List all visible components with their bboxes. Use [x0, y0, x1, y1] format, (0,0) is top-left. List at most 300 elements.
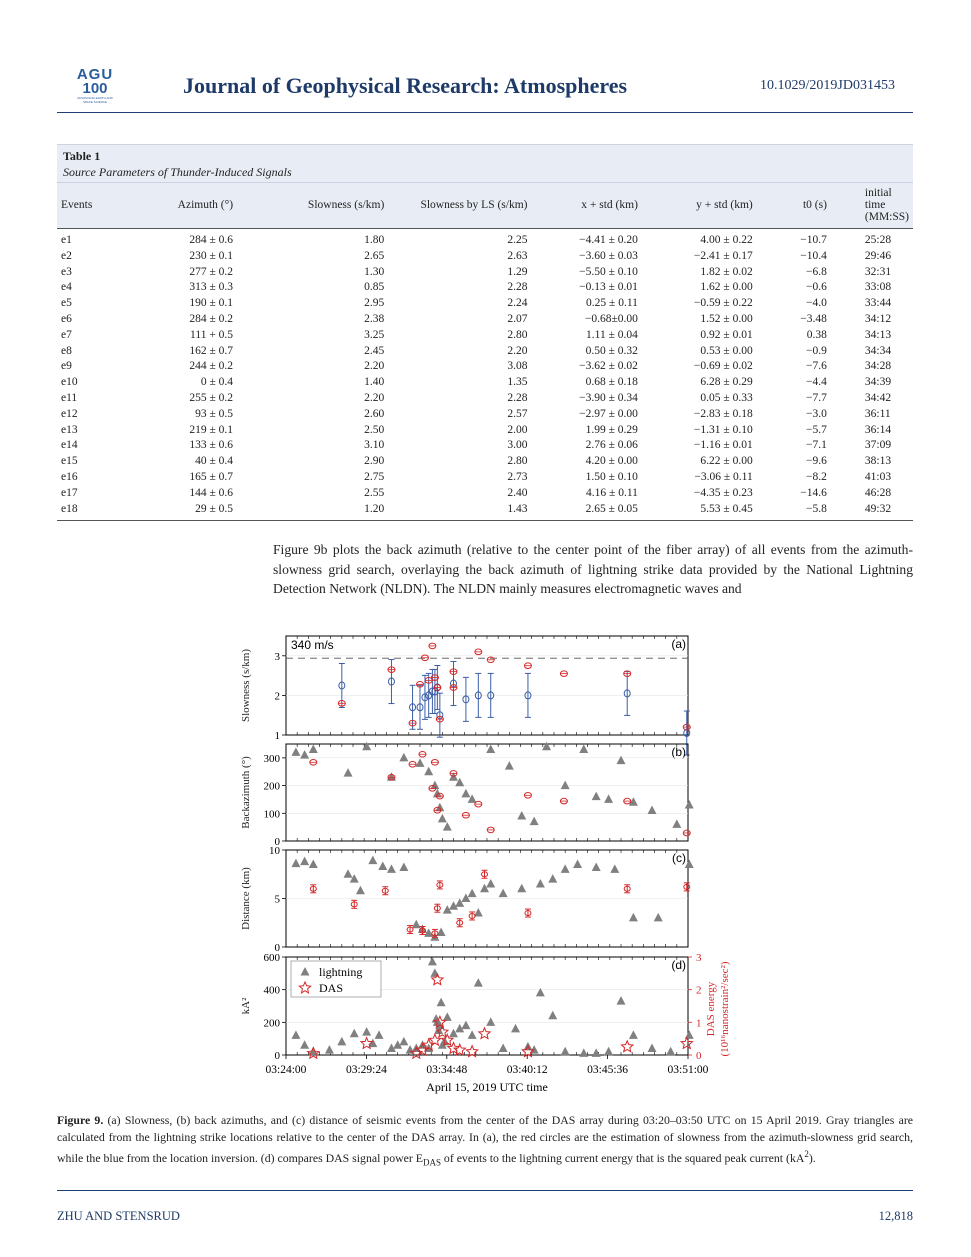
lightning-point: [648, 806, 657, 815]
table-cell: 1.62 ± 0.00: [700, 281, 753, 294]
table-row: [57, 423, 913, 439]
figure-9: [225, 630, 745, 1100]
table-row: [57, 486, 913, 502]
lightning-point: [430, 781, 439, 790]
table-cell: −3.0: [806, 407, 827, 420]
lightning-point: [536, 988, 545, 997]
x-tick-label: 03:51:00: [667, 1064, 709, 1076]
table-cell: −0.6: [806, 281, 827, 294]
table-cell: 1.30: [364, 265, 385, 278]
das-star: [681, 1038, 692, 1049]
footer-authors: ZHU AND STENSRUD: [57, 1209, 180, 1223]
y-tick-label: 5: [274, 893, 280, 906]
das-star: [454, 1044, 465, 1055]
table-header-box: [57, 144, 913, 182]
table-cell: 162 ± 0.7: [189, 344, 234, 357]
y2-tick-label: 1: [696, 1017, 702, 1030]
panel-label: (a): [671, 637, 686, 651]
table-row: [57, 344, 913, 360]
table-cell: 25:28: [864, 234, 892, 246]
panel-frame: [286, 744, 688, 841]
table-cell: 34:34: [864, 344, 892, 357]
table-1: [57, 144, 913, 521]
column-header: y + std (km): [642, 183, 769, 229]
table-cell: 1.40: [364, 376, 385, 389]
table-cell: e10: [61, 376, 78, 389]
table-cell: 133 ± 0.6: [189, 439, 234, 452]
lightning-point: [461, 1021, 470, 1030]
table-cell: e14: [61, 439, 78, 452]
y-label-c: Distance (km): [240, 867, 252, 930]
table-cell: 2.57: [507, 407, 528, 420]
column-header: initial time (MM:SS): [861, 183, 913, 229]
table-cell: e4: [61, 281, 72, 294]
table-cell: 1.50 ± 0.10: [585, 470, 638, 483]
table-cell: 2.55: [364, 486, 385, 499]
table-cell: 49:32: [861, 502, 913, 521]
table-row: [57, 265, 913, 281]
table-cell: −5.8: [769, 502, 861, 521]
caption-label: Figure 9.: [57, 1113, 104, 1127]
lightning-point: [350, 1029, 359, 1038]
table-row: [57, 454, 913, 470]
table-cell: −9.6: [806, 455, 827, 468]
table-cell: −4.4: [806, 376, 827, 389]
table-cell: 111 + 0.5: [190, 328, 234, 341]
y-label-d: kA²: [240, 997, 252, 1015]
lightning-point: [592, 792, 601, 801]
lightning-point: [486, 745, 495, 754]
lightning-point: [443, 1012, 452, 1021]
table-cell: 2.95: [364, 297, 385, 310]
table-cell: 34:13: [864, 328, 892, 341]
lightning-point: [542, 742, 551, 751]
table-cell: −0.68±0.00: [584, 312, 638, 325]
table-cell: −10.4: [800, 249, 827, 262]
lightning-point: [416, 758, 425, 767]
table-cell: 34:39: [864, 376, 892, 389]
table-cell: −3.90 ± 0.34: [579, 391, 638, 404]
table-cell: 2.28: [507, 281, 528, 294]
y-tick-label: 600: [263, 952, 280, 964]
lightning-point: [499, 889, 508, 898]
table-cell: e2: [61, 249, 72, 262]
doi: 10.1029/2019JD031453: [760, 78, 895, 93]
lightning-point: [461, 789, 470, 798]
table-cell: 2.63: [507, 249, 528, 262]
table-cell: 40 ± 0.4: [195, 455, 234, 468]
table-row: [57, 312, 913, 328]
panel-label: (b): [671, 745, 686, 759]
y-label-a: Slowness (s/km): [240, 648, 252, 723]
lightning-point: [548, 1011, 557, 1020]
table-cell: 284 ± 0.6: [189, 234, 234, 246]
table-cell: 5.53 ± 0.45: [642, 502, 769, 521]
table-caption: Source Parameters of Thunder-Induced Signals: [63, 165, 292, 179]
lightning-point: [424, 767, 433, 776]
lightning-point: [468, 889, 477, 898]
table-cell: 1.80: [364, 234, 385, 246]
lightning-point: [561, 781, 570, 790]
y-tick-label: 3: [274, 650, 280, 663]
column-header: Azimuth (°): [121, 183, 265, 229]
table-cell: 0.92 ± 0.01: [700, 328, 753, 341]
table-cell: 0.38: [806, 328, 827, 341]
table-row: [57, 391, 913, 407]
table-cell: e8: [61, 344, 72, 357]
table-cell: 219 ± 0.1: [189, 423, 234, 436]
lightning-point: [300, 750, 309, 759]
table-cell: 38:13: [864, 455, 892, 468]
table-cell: 2.60: [364, 407, 385, 420]
table-cell: 2.40: [507, 486, 528, 499]
lightning-point: [291, 859, 300, 868]
lightning-point: [579, 745, 588, 754]
table-cell: 284 ± 0.2: [189, 312, 234, 325]
table-cell: 0.68 ± 0.18: [585, 376, 638, 389]
annotation-340ms: 340 m/s: [291, 638, 334, 652]
table-cell: 6.28 ± 0.29: [700, 376, 753, 389]
table-row: [57, 375, 913, 391]
logo-tagline: ADVANCING EARTH AND SPACE SCIENCE: [77, 96, 113, 104]
table-cell: 34:12: [864, 312, 892, 325]
table-cell: −2.83 ± 0.18: [693, 407, 753, 420]
table-cell: 1.20: [265, 502, 408, 521]
table-cell: 4.20 ± 0.00: [585, 455, 638, 468]
table-cell: 2.90: [364, 455, 385, 468]
y-tick-label: 100: [263, 808, 280, 821]
table-cell: −4.35 ± 0.23: [693, 486, 753, 499]
data-table: [57, 182, 913, 521]
table-row: [57, 359, 913, 375]
table-cell: 2.45: [364, 344, 385, 357]
table-row: [57, 229, 913, 249]
lightning-point: [412, 920, 421, 929]
y-tick-label: 0: [274, 836, 280, 848]
table-cell: e16: [61, 470, 78, 483]
lightning-point: [648, 1043, 657, 1052]
lightning-point: [685, 800, 694, 809]
lightning-point: [666, 1047, 675, 1056]
table-cell: 29:46: [864, 249, 892, 262]
table-cell: 190 ± 0.1: [189, 297, 234, 310]
y2-tick-label: 3: [696, 952, 702, 964]
table-cell: 2.07: [507, 312, 528, 325]
table-cell: 2.75: [364, 470, 385, 483]
lightning-point: [344, 869, 353, 878]
table-cell: −10.7: [800, 234, 827, 246]
table-cell: 2.80: [507, 455, 528, 468]
column-header: Events: [57, 183, 121, 229]
column-header: Slowness (s/km): [265, 183, 408, 229]
table-cell: −5.7: [806, 423, 827, 436]
lightning-point: [561, 1047, 570, 1056]
x-tick-label: 03:29:24: [345, 1064, 387, 1076]
table-cell: −3.62 ± 0.02: [579, 360, 638, 373]
table-cell: e7: [61, 328, 72, 341]
table-cell: −0.9: [806, 344, 827, 357]
lightning-point: [375, 1030, 384, 1039]
lightning-point: [499, 1043, 508, 1052]
x-axis-label: April 15, 2019 UTC time: [426, 1080, 548, 1094]
table-title: Table 1: [63, 149, 101, 163]
table-cell: −3.48: [800, 312, 827, 325]
lightning-point: [437, 998, 446, 1007]
das-star: [479, 1028, 490, 1039]
table-cell: 1.52 ± 0.00: [700, 312, 753, 325]
column-header: t0 (s): [769, 183, 861, 229]
table-cell: 3.08: [507, 360, 528, 373]
lightning-point: [378, 861, 387, 870]
table-cell: 29 ± 0.5: [121, 502, 265, 521]
lightning-point: [561, 864, 570, 873]
lightning-point: [517, 811, 526, 820]
y-tick-label: 1: [274, 730, 280, 742]
lightning-point: [291, 747, 300, 756]
agu-logo: [75, 68, 115, 104]
table-cell: 2.20: [364, 360, 385, 373]
table-header-row: [57, 183, 913, 229]
table-cell: 2.65 ± 0.05: [552, 502, 642, 521]
lightning-point: [443, 822, 452, 831]
table-cell: 41:03: [864, 470, 892, 483]
lightning-point: [654, 913, 663, 922]
table-cell: e9: [61, 360, 72, 373]
logo-number: 100: [82, 80, 108, 97]
caption-sub: DAS: [422, 1157, 441, 1168]
y-tick-label: 300: [263, 752, 280, 765]
y2-label-d-units: (10¹⁶nanostrain²/sec²): [719, 961, 731, 1057]
table-cell: 2.65: [364, 249, 385, 262]
lightning-point: [309, 745, 318, 754]
table-cell: e5: [61, 297, 72, 310]
lightning-point: [362, 742, 371, 751]
table-row: [57, 438, 913, 454]
table-cell: −2.41 ± 0.17: [693, 249, 753, 262]
table-cell: e15: [61, 455, 78, 468]
table-cell: 0.25 ± 0.11: [586, 297, 638, 310]
lightning-point: [530, 817, 539, 826]
caption-text3: ).: [808, 1150, 816, 1165]
caption-sup: 2: [804, 1149, 809, 1159]
table-cell: −5.50 ± 0.10: [579, 265, 638, 278]
table-cell: 255 ± 0.2: [189, 391, 234, 404]
table-cell: −2.97 ± 0.00: [579, 407, 638, 420]
table-cell: 277 ± 0.2: [189, 265, 234, 278]
table-cell: 2.28: [507, 391, 528, 404]
table-cell: 36:11: [864, 407, 891, 420]
table-cell: −0.13 ± 0.01: [579, 281, 638, 294]
table-cell: 32:31: [864, 265, 892, 278]
lightning-point: [399, 862, 408, 871]
logo-text: AGU: [76, 66, 114, 83]
table-cell: 1.11 ± 0.04: [586, 328, 638, 341]
x-tick-label: 03:45:36: [587, 1064, 629, 1076]
lightning-point: [356, 886, 365, 895]
lightning-point: [368, 856, 377, 865]
lightning-point: [300, 857, 309, 866]
footer-page-number: 12,818: [878, 1209, 913, 1223]
lightning-point: [474, 978, 483, 987]
y-label-b: Backazimuth (°): [240, 756, 252, 829]
table-cell: −1.31 ± 0.10: [693, 423, 753, 436]
table-cell: 33:08: [864, 281, 892, 294]
table-row: [57, 296, 913, 312]
y-tick-label: 200: [263, 780, 280, 793]
table-cell: 0.53 ± 0.00: [700, 344, 753, 357]
lightning-point: [399, 1037, 408, 1046]
table-cell: e11: [61, 391, 78, 404]
table-cell: 2.20: [507, 344, 528, 357]
y-tick-label: 400: [263, 984, 280, 997]
table-cell: 0.05 ± 0.33: [700, 391, 753, 404]
table-cell: 1.43: [408, 502, 551, 521]
figure-caption: [57, 1112, 913, 1171]
table-cell: −4.0: [806, 297, 827, 310]
table-cell: 1.82 ± 0.02: [700, 265, 753, 278]
table-cell: 1.99 ± 0.29: [585, 423, 638, 436]
table-cell: −7.7: [806, 391, 827, 404]
table-row: [57, 249, 913, 265]
table-cell: 2.25: [507, 234, 528, 246]
y2-tick-label: 2: [696, 984, 702, 997]
table-cell: 2.80: [507, 328, 528, 341]
table-cell: −3.06 ± 0.11: [694, 470, 753, 483]
lightning-point: [629, 1030, 638, 1039]
lightning-point: [685, 1030, 694, 1039]
lightning-point: [344, 768, 353, 777]
table-cell: e12: [61, 407, 78, 420]
table-cell: −0.59 ± 0.22: [693, 297, 753, 310]
lightning-point: [399, 753, 408, 762]
page-header: [57, 66, 913, 113]
lightning-point: [438, 814, 447, 823]
lightning-point: [291, 1030, 300, 1039]
table-cell: 2.00: [507, 423, 528, 436]
table-cell: −6.8: [806, 265, 827, 278]
journal-title: Journal of Geophysical Research: Atmospheres: [183, 73, 628, 98]
table-cell: 0 ± 0.4: [200, 376, 234, 389]
table-row: [57, 470, 913, 486]
table-cell: 2.20: [364, 391, 385, 404]
table-cell: 0.50 ± 0.32: [585, 344, 638, 357]
column-header: Slowness by LS (s/km): [408, 183, 551, 229]
table-cell: 165 ± 0.7: [189, 470, 234, 483]
table-cell: 4.00 ± 0.22: [700, 234, 753, 246]
lightning-point: [309, 860, 318, 869]
table-cell: 34:42: [864, 391, 892, 404]
lightning-point: [573, 860, 582, 869]
lightning-point: [387, 864, 396, 873]
lightning-point: [604, 794, 613, 803]
y2-label-d: DAS energy: [705, 981, 717, 1037]
x-tick-label: 03:40:12: [506, 1064, 548, 1076]
lightning-point: [486, 1017, 495, 1026]
table-cell: 34:28: [864, 360, 892, 373]
table-cell: −1.16 ± 0.01: [693, 439, 753, 452]
table-cell: 6.22 ± 0.00: [700, 455, 753, 468]
table-cell: e18: [57, 502, 121, 521]
x-tick-label: 03:24:00: [265, 1064, 307, 1076]
y-tick-label: 0: [274, 1050, 280, 1062]
lightning-point: [685, 860, 694, 869]
table-cell: e13: [61, 423, 78, 436]
table-row: [57, 502, 913, 521]
lightning-point: [592, 1048, 601, 1057]
table-cell: 3.10: [364, 439, 385, 452]
lightning-point: [536, 879, 545, 888]
panel-label: (d): [671, 958, 686, 972]
table-cell: 36:14: [864, 423, 892, 436]
lightning-point: [337, 1037, 346, 1046]
table-cell: 144 ± 0.6: [189, 486, 234, 499]
legend-lightning-label: lightning: [319, 965, 363, 979]
lightning-point: [604, 1047, 613, 1056]
y-tick-label: 0: [274, 942, 280, 954]
table-cell: −3.60 ± 0.03: [579, 249, 638, 262]
legend-das-label: DAS: [319, 981, 344, 995]
column-header: x + std (km): [552, 183, 642, 229]
table-cell: 1.29: [507, 265, 528, 278]
y2-tick-label: 0: [696, 1050, 702, 1062]
table-cell: 46:28: [864, 486, 892, 499]
table-cell: 33:44: [864, 297, 892, 310]
y-tick-label: 2: [274, 690, 280, 703]
table-cell: 2.24: [507, 297, 528, 310]
table-body: [57, 229, 913, 521]
lightning-point: [517, 884, 526, 893]
table-cell: 2.50: [364, 423, 385, 436]
lightning-point: [511, 1024, 520, 1033]
table-cell: e17: [61, 486, 78, 499]
table-cell: 4.16 ± 0.11: [586, 486, 638, 499]
lightning-point: [579, 1048, 588, 1057]
lightning-point: [672, 819, 681, 828]
body-paragraph: Figure 9b plots the back azimuth (relative to the center point of the fiber array) of all events from the azimuth-slowness grid search, overlaying the back azimuth of lightning strike data provided by the National Lightning Detection Network (NLDN). The NLDN mainly measures electromagnetic waves and: [273, 542, 913, 596]
table-cell: 2.38: [364, 312, 385, 325]
table-cell: e3: [61, 265, 72, 278]
panel-label: (c): [672, 851, 686, 865]
table-cell: 313 ± 0.3: [189, 281, 234, 294]
table-cell: 0.85: [364, 281, 385, 294]
table-cell: −0.69 ± 0.02: [693, 360, 753, 373]
caption-text: (a) Slowness, (b) back azimuths, and (c) distance of seismic events from the center of the DAS array during 03:20–03:50 UTC on 15 April 2019. Gray triangles are calculated from the lightning strike locations relative to the center of the DAS array. In (a), the red circles are the estimation of slowness from the azimuth-slowness grid search, while the blue from the location inversion. (d) compares DAS signal power E: [57, 1113, 913, 1165]
lightning-point: [505, 761, 514, 770]
table-cell: e6: [61, 312, 72, 325]
table-cell: e1: [61, 234, 72, 246]
lightning-point: [617, 756, 626, 765]
table-cell: 2.76 ± 0.06: [585, 439, 638, 452]
caption-text2: of events to the lightning current energy that is the squared peak current (kA: [440, 1150, 805, 1165]
table-cell: −4.41 ± 0.20: [579, 234, 638, 246]
table-cell: 244 ± 0.2: [189, 360, 234, 373]
page-footer: [57, 1190, 913, 1223]
lightning-point: [617, 996, 626, 1005]
table-row: [57, 407, 913, 423]
table-cell: 230 ± 0.1: [189, 249, 234, 262]
table-cell: −7.6: [806, 360, 827, 373]
lightning-point: [362, 1027, 371, 1036]
lightning-point: [629, 913, 638, 922]
table-cell: 37:09: [864, 439, 892, 452]
y-tick-label: 200: [263, 1017, 280, 1030]
lightning-point: [325, 1045, 334, 1054]
lightning-point: [428, 957, 437, 966]
table-cell: −14.6: [800, 486, 827, 499]
table-cell: 3.00: [507, 439, 528, 452]
lightning-point: [548, 874, 557, 883]
table-cell: −8.2: [806, 470, 827, 483]
